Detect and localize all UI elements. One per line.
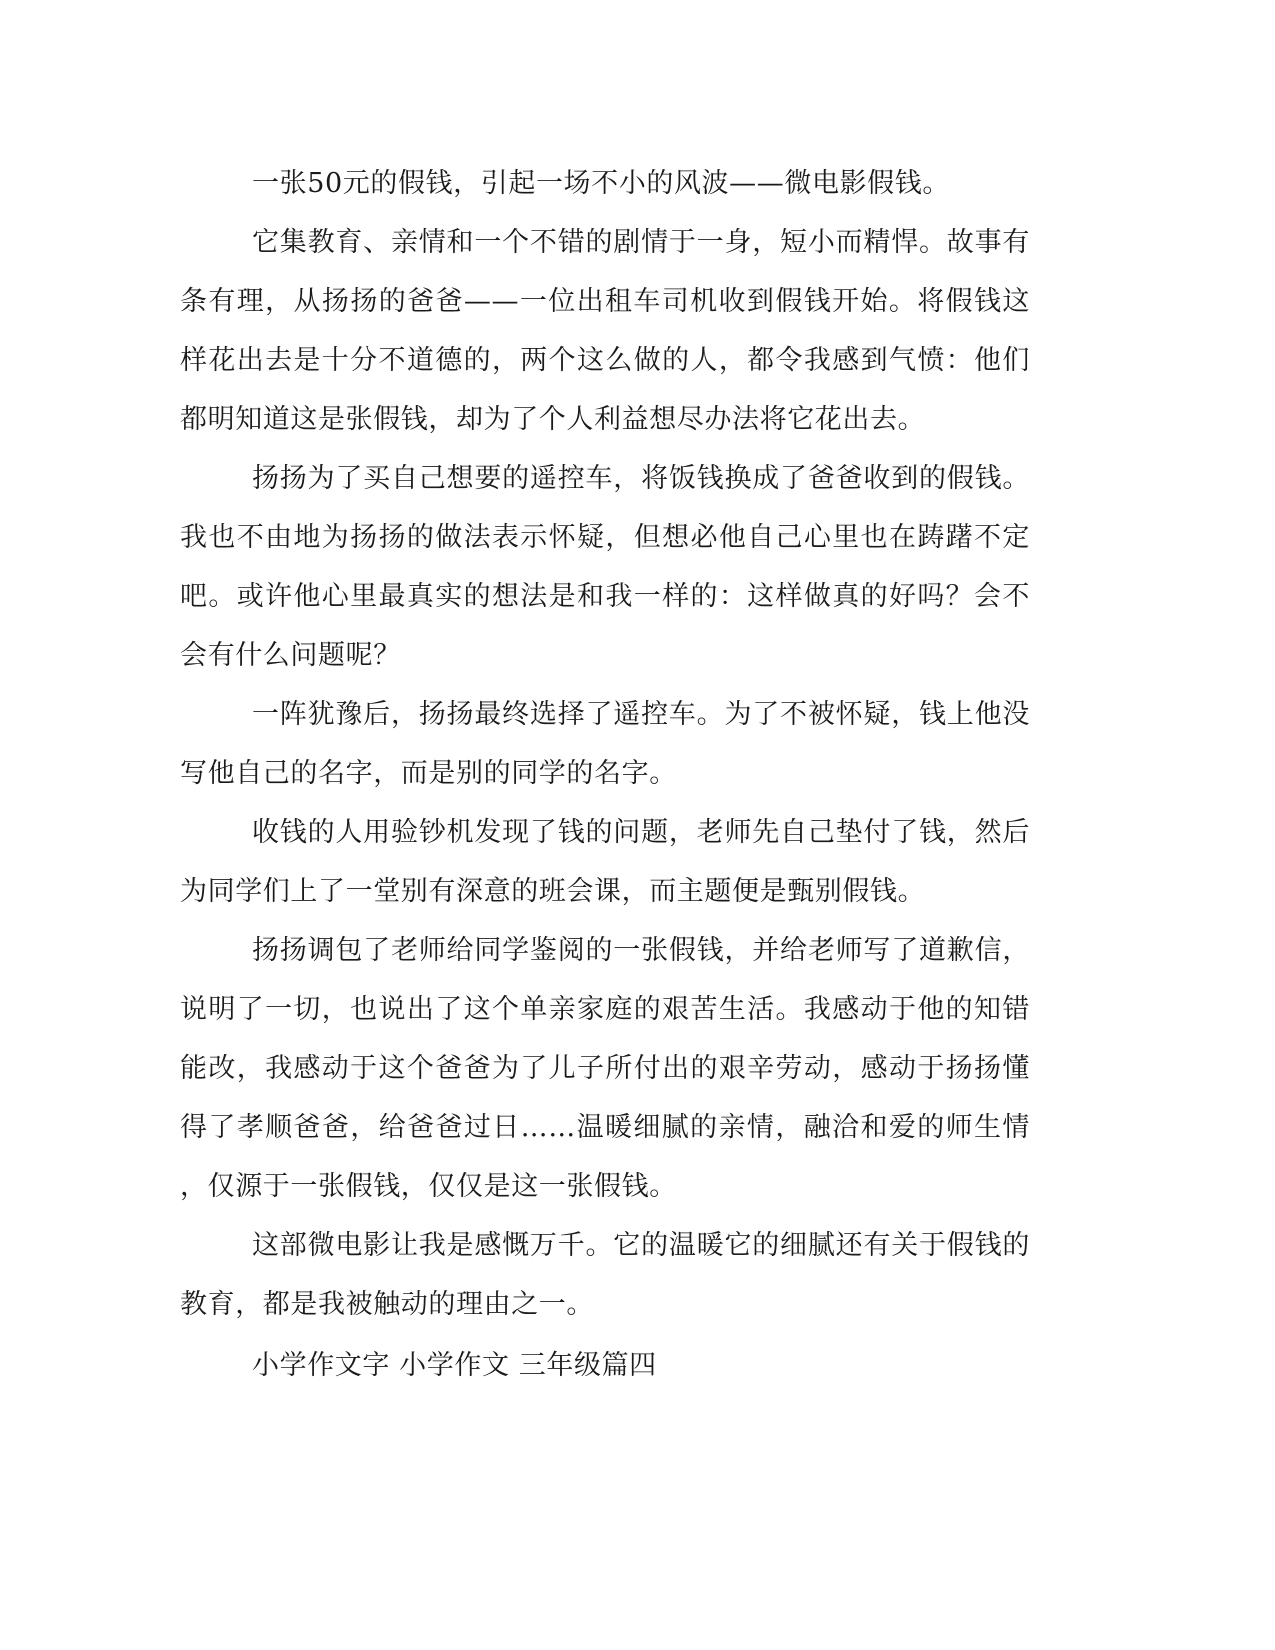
paragraph-apology: 扬扬调包了老师给同学鉴阅的一张假钱，并给老师写了道歉信，说明了一切，也说出了这个单亲家庭的艰苦生活。我感动于他的知错能改，我感动于这个爸爸为了儿子所付出的艰辛劳动，感动于扬扬懂得了孝顺爸爸，给爸爸过日……温暖细腻的亲情，融洽和爱的师生情，仅源于一张假钱，仅仅是这一张假钱。 [180, 935, 1030, 1202]
paragraph-conclusion: 这部微电影让我是感慨万千。它的温暖它的细腻还有关于假钱的教育，都是我被触动的理由之一。 [180, 1230, 1030, 1320]
section-heading: 小学作文字 小学作文 三年级篇四 [252, 1350, 657, 1381]
paragraph-intro: 一张50元的假钱，引起一场不小的风波——微电影假钱。 [252, 168, 950, 199]
paragraph-class-meeting: 收钱的人用验钞机发现了钱的问题，老师先自己垫付了钱，然后为同学们上了一堂别有深意的班会课，而主题便是甄别假钱。 [180, 817, 1030, 907]
paragraph-remote-car: 扬扬为了买自己想要的遥控车，将饭钱换成了爸爸收到的假钱。我也不由地为扬扬的做法表示怀疑，但想必他自己心里也在踌躇不定吧。或许他心里最真实的想法是和我一样的：这样做真的好吗？会不会有什么问题呢？ [180, 463, 1030, 671]
paragraph-overview: 它集教育、亲情和一个不错的剧情于一身，短小而精悍。故事有条有理，从扬扬的爸爸——一位出租车司机收到假钱开始。将假钱这样花出去是十分不道德的，两个这么做的人，都令我感到气愤：他们都明知道这是张假钱，却为了个人利益想尽办法将它花出去。 [180, 227, 1030, 435]
paragraph-hesitation: 一阵犹豫后，扬扬最终选择了遥控车。为了不被怀疑，钱上他没写他自己的名字，而是别的同学的名字。 [180, 699, 1030, 789]
document-body [180, 154, 1030, 1395]
